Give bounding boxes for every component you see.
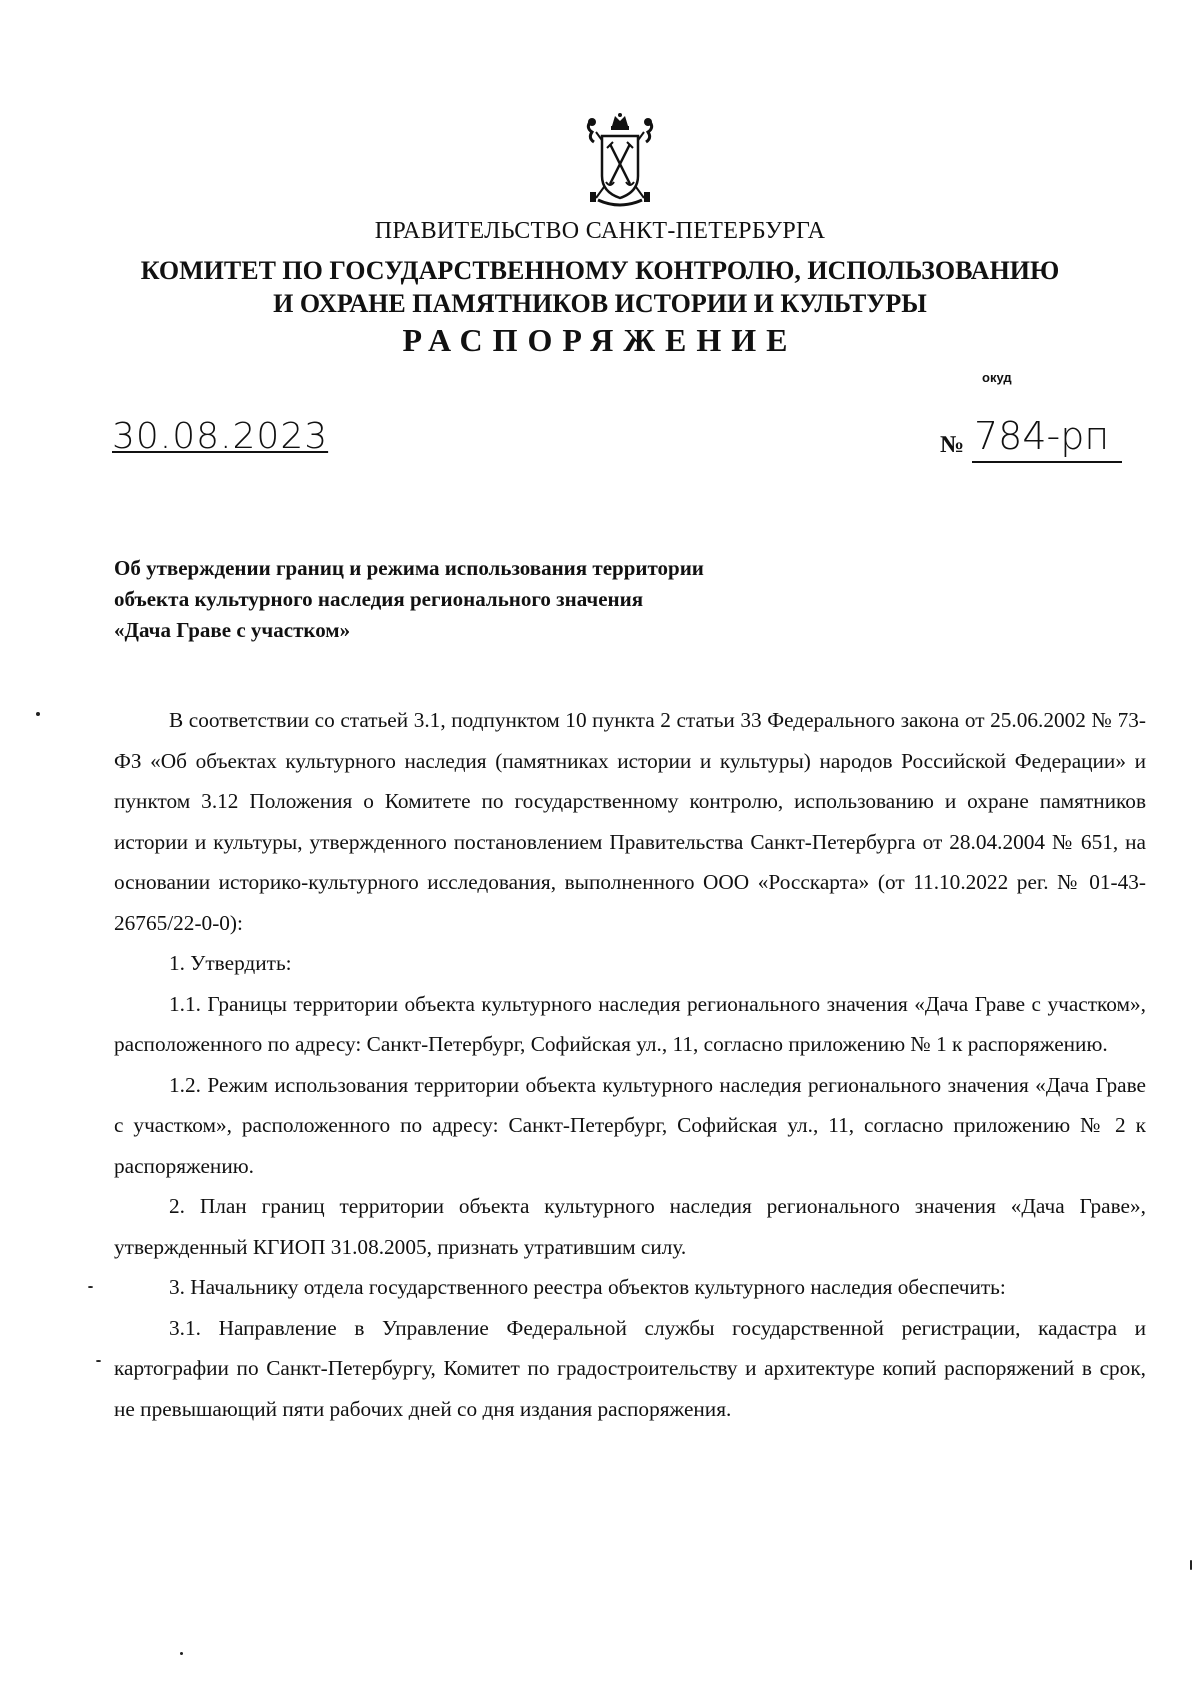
committee-name-line-1: КОМИТЕТ ПО ГОСУДАРСТВЕННОМУ КОНТРОЛЮ, ИСПОЛЬЗОВАНИЮ: [140, 256, 1060, 285]
document-number-block: [940, 416, 1122, 464]
government-name: ПРАВИТЕЛЬСТВО САНКТ-ПЕТЕРБУРГА: [374, 218, 826, 244]
subject-line-3: «Дача Граве с участком»: [114, 618, 351, 642]
body-item-1: 1. Утвердить:: [169, 951, 292, 975]
body-item-3-1: 3.1. Направление в Управление Федеральной службы государственной регистрации, кадастра и картографии по Санкт-Петербургу, Комитет по градостроительству и архитектуре копий распоряжений в срок, не превышающий пяти рабочих дней со дня издания распоряжения.: [114, 1315, 1146, 1421]
okud-label: окуд: [982, 370, 1012, 385]
document-body: [114, 700, 1146, 1429]
subject-line-1: Об утверждении границ и режима использования территории: [114, 556, 704, 580]
scan-speck: [88, 1286, 93, 1288]
scan-speck: [180, 1652, 183, 1655]
body-preamble: В соответствии со статьей 3.1, подпунктом 10 пункта 2 статьи 33 Федерального закона от 25.06.2002 № 73-ФЗ «Об объектах культурного наследия (памятниках истории и культуры) народов Российской Федерации» и пунктом 3.12 Положения о Комитете по государственному контролю, использованию и охране памятников истории и культуры, утвержденного постановлением Правительства Санкт-Петербурга от 28.04.2004 № 651, на основании историко-культурного исследования, выполненного ООО «Росскарта» (от 11.10.2022 рег. № 01-43-26765/22-0-0):: [114, 708, 1146, 935]
body-item-1-1: 1.1. Границы территории объекта культурного наследия регионального значения «Дача Граве с участком», расположенного по адресу: Санкт-Петербург, Софийская ул., 11, согласно приложению № 1 к распоряжению.: [114, 991, 1146, 1056]
scan-speck: [96, 1360, 101, 1362]
number-underline: [972, 461, 1122, 463]
scan-speck: [36, 712, 40, 716]
document-date: 30.08.2023: [112, 416, 329, 457]
body-item-2: 2. План границ территории объекта культурного наследия регионального значения «Дача Граве», утвержденный КГИОП 31.08.2005, признать утратившим силу.: [114, 1194, 1146, 1259]
coat-of-arms-emblem: [584, 112, 656, 210]
document-type-title: РАСПОРЯЖЕНИЕ: [402, 322, 798, 358]
committee-name: [0, 254, 1200, 320]
body-item-3: 3. Начальнику отдела государственного реестра объектов культурного наследия обеспечить:: [169, 1275, 1006, 1299]
committee-name-line-2: И ОХРАНЕ ПАМЯТНИКОВ ИСТОРИИ И КУЛЬТУРЫ: [273, 289, 927, 318]
subject-line-2: объекта культурного наследия регионального значения: [114, 587, 644, 611]
document-number: 784-рп: [974, 414, 1110, 458]
scan-speck: [1190, 1560, 1192, 1570]
number-sign: №: [940, 432, 965, 458]
body-item-1-2: 1.2. Режим использования территории объекта культурного наследия регионального значения «Дача Граве с участком», расположенного по адресу: Санкт-Петербург, Софийская ул., 11, согласно приложению № 2 к распоряжению.: [114, 1072, 1146, 1178]
document-subject: [114, 553, 874, 646]
